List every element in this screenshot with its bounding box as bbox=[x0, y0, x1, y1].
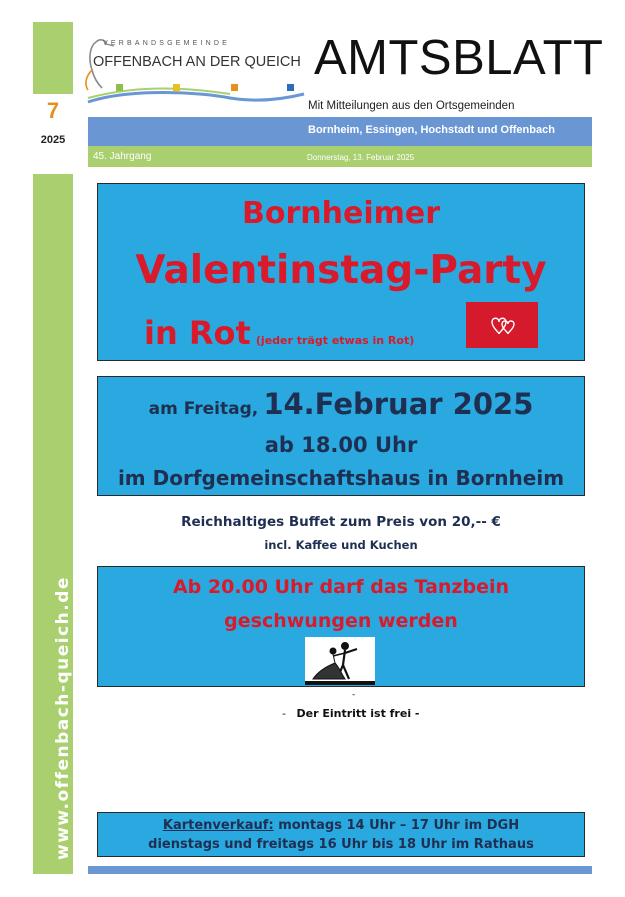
tickets-box bbox=[97, 812, 585, 857]
website-url: www.offenbach-queich.de bbox=[53, 576, 73, 860]
communities-text: Bornheim, Essingen, Hochstadt und Offenbach bbox=[308, 124, 555, 136]
river-wave-icon bbox=[88, 93, 304, 103]
logo-square-green bbox=[116, 84, 123, 91]
issue-year: 2025 bbox=[40, 134, 66, 146]
dance-box bbox=[97, 566, 585, 687]
dancing-couple-image bbox=[305, 637, 375, 685]
logo-main-text: OFFENBACH AN DER QUEICH bbox=[93, 54, 301, 70]
issue-date: Donnerstag, 13. Februar 2025 bbox=[307, 153, 415, 162]
date-prefix: am Freitag, bbox=[148, 399, 259, 419]
tickets-line-1 bbox=[98, 818, 584, 833]
event-line-3-note: (jeder trägt etwas in Rot) bbox=[255, 334, 415, 347]
entry-line bbox=[282, 707, 420, 720]
date-main: 14.Februar 2025 bbox=[263, 387, 534, 421]
buffet-line-1: Reichhaltiges Buffet zum Preis von 20,-- € bbox=[181, 514, 501, 530]
entry-text: Der Eintritt ist frei - bbox=[296, 707, 420, 720]
tickets-label: Kartenverkauf: bbox=[162, 818, 274, 833]
tickets-line-1-text: montags 14 Uhr – 17 Uhr im DGH bbox=[278, 818, 520, 833]
logo-square-blue bbox=[287, 84, 294, 91]
buffet-line-2: incl. Kaffee und Kuchen bbox=[264, 538, 418, 552]
logo-square-yellow bbox=[173, 84, 180, 91]
event-title-box bbox=[97, 183, 585, 361]
entry-dash-top: - bbox=[352, 690, 356, 700]
tickets-line-2: dienstags und freitags 16 Uhr bis 18 Uhr im Rathaus bbox=[148, 837, 534, 852]
masthead-title: AMTSBLATT bbox=[314, 31, 604, 85]
event-venue: im Dorfgemeinschaftshaus in Bornheim bbox=[117, 466, 565, 490]
event-line-1: Bornheimer bbox=[241, 196, 441, 231]
masthead-subtitle: Mit Mitteilungen aus den Ortsgemeinden bbox=[308, 100, 515, 112]
issue-number: 7 bbox=[46, 98, 60, 123]
event-date-line bbox=[98, 387, 584, 421]
logo-square-orange bbox=[231, 84, 238, 91]
bottom-bar bbox=[88, 866, 592, 874]
entry-dash: - bbox=[282, 707, 286, 720]
event-details-box bbox=[97, 376, 585, 496]
volume-label: 45. Jahrgang bbox=[93, 151, 152, 162]
dance-line-2: geschwungen werden bbox=[224, 610, 458, 632]
logo-top-text: VERBANDSGEMEINDE bbox=[103, 40, 231, 47]
event-line-3-main: in Rot bbox=[144, 314, 251, 352]
event-line-2: Valentinstag-Party bbox=[135, 248, 547, 293]
event-time: ab 18.00 Uhr bbox=[264, 433, 418, 457]
hearts-image bbox=[466, 302, 538, 348]
dance-line-1: Ab 20.00 Uhr darf das Tanzbein bbox=[172, 576, 510, 598]
event-line-3 bbox=[144, 314, 414, 352]
